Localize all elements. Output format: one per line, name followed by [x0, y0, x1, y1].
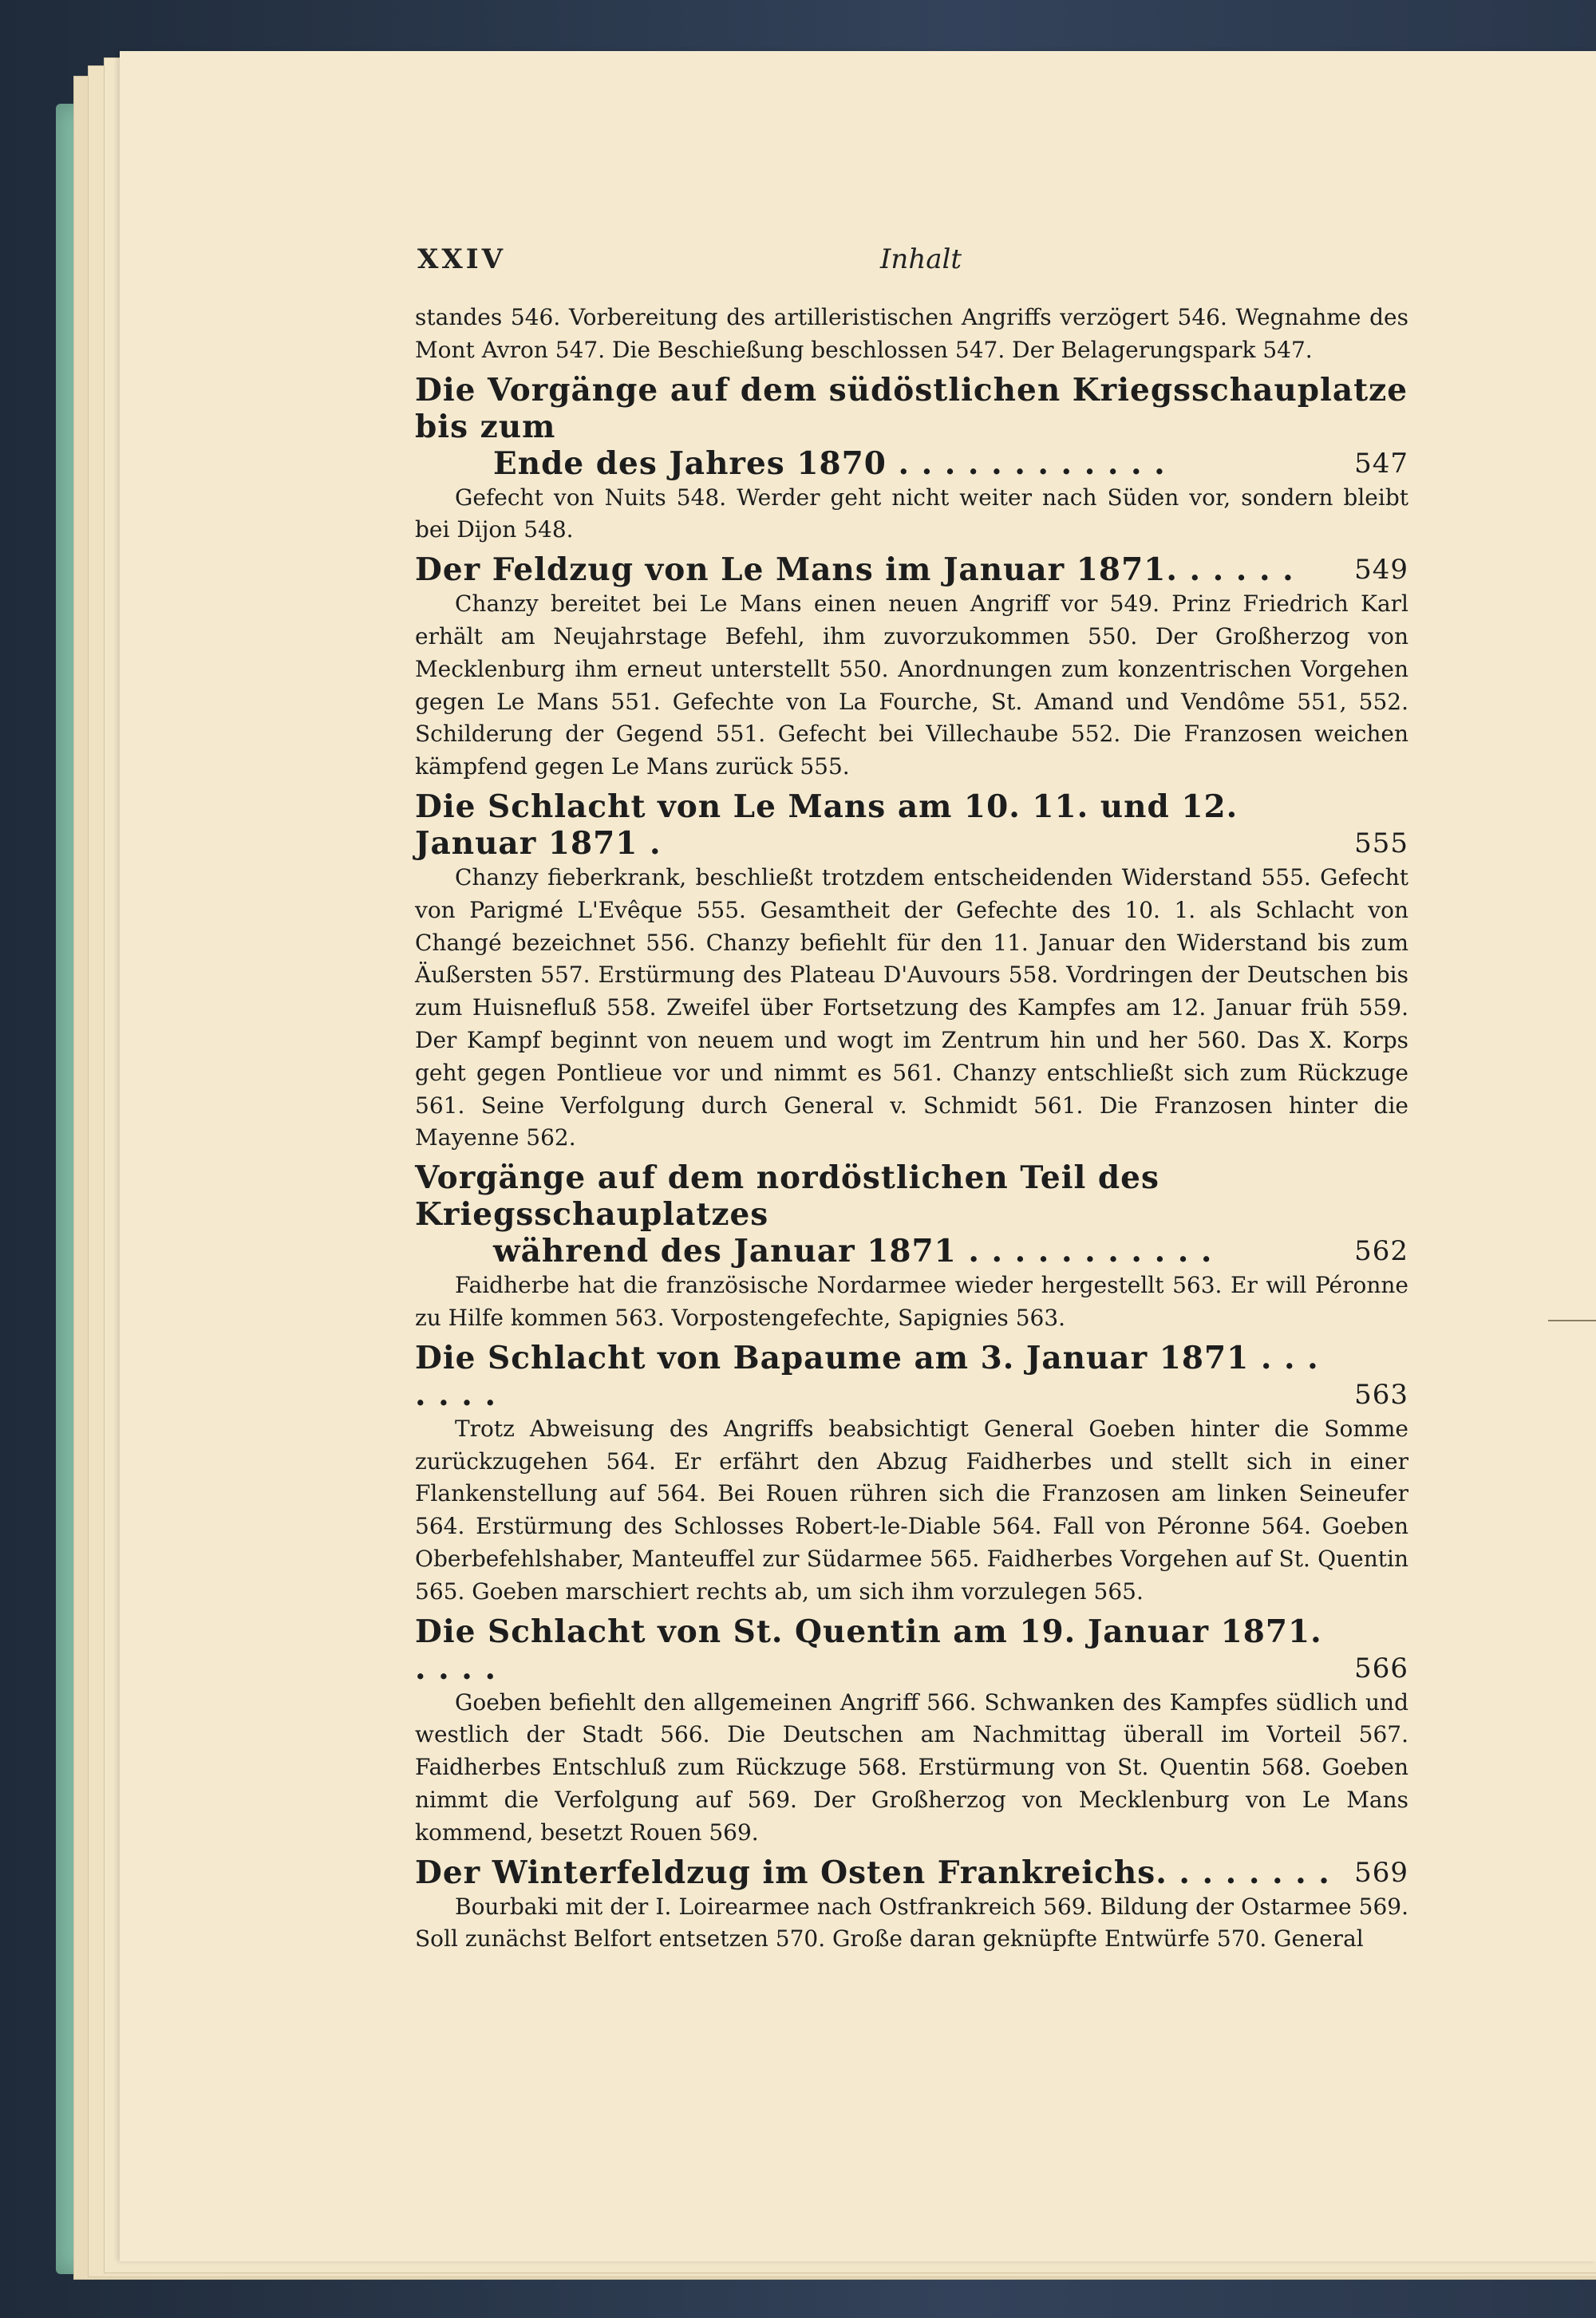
- heading-line: Die Vorgänge auf dem südöstlichen Kriegsschauplatze bis zum: [415, 371, 1408, 445]
- entry-summary: standes 546. Vorbereitung des artilleristischen Angriffs verzögert 546. Wegnahme des Mont Avron 547. Die Beschießung beschlossen 547. Der Belagerungspark 547.: [415, 304, 1408, 363]
- entry-heading: [415, 551, 1408, 588]
- entry-heading: [415, 1613, 1408, 1687]
- heading-line: während des Januar 1871 . . . . . . . . . . .: [493, 1233, 1213, 1270]
- entry-page: 547: [1354, 447, 1408, 480]
- toc-entry: [415, 372, 1408, 547]
- entry-heading: [415, 1854, 1408, 1891]
- heading-line: Ende des Jahres 1870 . . . . . . . . . . . .: [493, 444, 1166, 482]
- entry-summary: Chanzy bereitet bei Le Mans einen neuen Angriff vor 549. Prinz Friedrich Karl erhält am Neujahrstage Befehl, ihm zuvorzukommen 550. Der Großherzog von Mecklenburg ihm erneut unterstellt 550. Anordnungen zum konzentrischen Vorgehen gegen Le Mans 551. Gefechte von La Fourche, St. Amand und Vendôme 551, 552. Schilderung der Gegend 551. Gefecht bei Villechaube 552. Die Franzosen weichen kämpfend gegen Le Mans zurück 555.: [415, 590, 1408, 780]
- entry-summary: Gefecht von Nuits 548. Werder geht nicht weiter nach Süden vor, sondern bleibt bei Dijon 548.: [415, 484, 1408, 543]
- heading-line: Der Feldzug von Le Mans im Januar 1871. . . . . .: [415, 551, 1294, 589]
- toc-entry: [415, 551, 1408, 784]
- toc-entry: [415, 1340, 1408, 1609]
- toc-entry: [415, 1613, 1408, 1850]
- toc-content: [415, 302, 1408, 1956]
- entry-page: 569: [1354, 1856, 1408, 1889]
- entry-summary: Faidherbe hat die französische Nordarmee wieder hergestellt 563. Er will Péronne zu Hilfe kommen 563. Vorpostengefechte, Sapignies 563.: [415, 1272, 1408, 1331]
- entry-page: 566: [1354, 1652, 1408, 1684]
- toc-entry: [415, 1854, 1408, 1957]
- entry-heading: [415, 1159, 1408, 1270]
- entry-heading: [415, 372, 1408, 482]
- entry-summary: Bourbaki mit der I. Loirearmee nach Ostfrankreich 569. Bildung der Ostarmee 569. Soll zunächst Belfort entsetzen 570. Große daran geknüpfte Entwürfe 570. General: [415, 1893, 1408, 1953]
- running-header: [417, 243, 1407, 283]
- entry-summary: Trotz Abweisung des Angriffs beabsichtigt General Goeben hinter die Somme zurückzugehen 564. Er erfährt den Abzug Faidherbes und stellt sich in einer Flankenstellung auf 564. Bei Rouen rühren sich die Franzosen am linken Seineufer 564. Erstürmung des Schlosses Robert-le-Diable 564. Fall von Péronne 564. Goeben Oberbefehlshaber, Manteuffel zur Südarmee 565. Faidherbes Vorgehen auf St. Quentin 565. Goeben marschiert rechts ab, um sich ihm vorzulegen 565.: [415, 1415, 1408, 1605]
- entry-summary: Chanzy fieberkrank, beschließt trotzdem entscheidenden Widerstand 555. Gefecht von Parigmé L'Evêque 555. Gesamtheit der Gefechte des 10. 1. als Schlacht von Changé bezeichnet 556. Chanzy befiehlt für den 11. Januar den Widerstand bis zum Äußersten 557. Erstürmung des Plateau D'Auvours 558. Vordringen der Deutschen bis zum Huisnefluß 558. Zweifel über Fortsetzung des Kampfes am 12. Januar früh 559. Der Kampf beginnt von neuem und wogt im Zentrum hin und her 560. Das X. Korps geht gegen Pontlieue vor und nimmt es 561. Chanzy entschließt sich zum Rückzuge 561. Seine Verfolgung durch General v. Schmidt 561. Die Franzosen hinter die Mayenne 562.: [415, 863, 1408, 1151]
- heading-line: Die Schlacht von St. Quentin am 19. Januar 1871. . . . .: [415, 1613, 1322, 1687]
- toc-entry: [415, 1159, 1408, 1335]
- heading-line: Der Winterfeldzug im Osten Frankreichs. . . . . . . .: [415, 1854, 1330, 1891]
- entry-page: 563: [1354, 1378, 1408, 1411]
- entry-page: 549: [1354, 554, 1408, 586]
- toc-entry: [415, 788, 1408, 1155]
- page-mark: [1548, 1320, 1596, 1321]
- heading-line: Die Schlacht von Le Mans am 10. 11. und 12. Januar 1871 .: [415, 788, 1238, 862]
- entry-heading: [415, 788, 1408, 862]
- entry-summary: Goeben befiehlt den allgemeinen Angriff 566. Schwanken des Kampfes südlich und westlich der Stadt 566. Die Deutschen am Nachmittag überall im Vorteil 567. Faidherbes Entschluß zum Rückzuge 568. Erstürmung von St. Quentin 568. Goeben nimmt die Verfolgung auf 569. Der Großherzog von Mecklenburg von Le Mans kommend, besetzt Rouen 569.: [415, 1688, 1408, 1846]
- entry-page: 555: [1354, 827, 1408, 859]
- toc-entry: [415, 302, 1408, 367]
- page-number: XXIV: [417, 243, 507, 275]
- entry-page: 562: [1354, 1235, 1408, 1268]
- entry-heading: [415, 1340, 1408, 1413]
- heading-line: Vorgänge auf dem nordöstlichen Teil des Kriegsschauplatzes: [415, 1159, 1159, 1234]
- running-title: Inhalt: [880, 243, 962, 275]
- heading-line: Die Schlacht von Bapaume am 3. Januar 1871 . . . . . . .: [415, 1339, 1319, 1413]
